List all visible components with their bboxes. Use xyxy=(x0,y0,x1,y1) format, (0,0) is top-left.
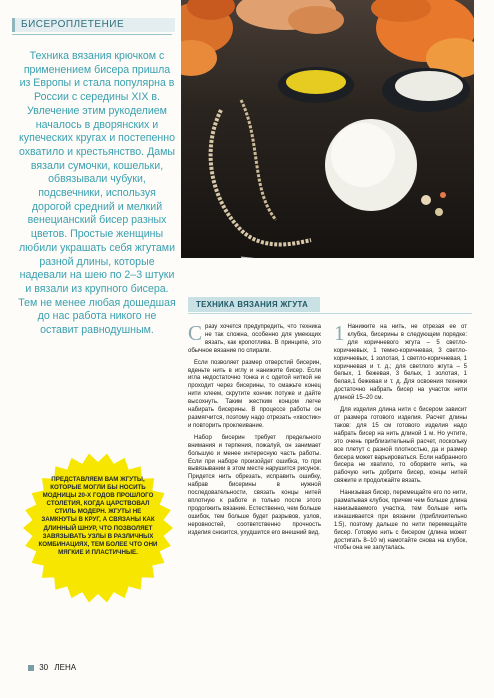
beadwork-photo xyxy=(181,0,474,258)
article-title: ТЕХНИКА ВЯЗАНИЯ ЖГУТА xyxy=(196,300,309,309)
sticker-callout xyxy=(22,452,174,604)
paragraph: 1 Нанижите на нить, не отрезая ее от клубка, бисерины в следующем порядке: для коричневого жгута – 5 светло-коричневых, 1 темно-коричневая, 3 светло-коричневых, 1 золотая, 1 светло-коричневая, 1 коричневая и т. д.; для светлого жгута – 5 белых, 1 бежевая, 3 белых, 1 золотая, 1 белая,1 бежевая и т. д. Для освоения техники достаточно набрать бисер на участок нити длиной 15–20 см. xyxy=(334,321,467,402)
flower-left xyxy=(181,0,235,76)
footer-square-icon xyxy=(28,665,34,671)
bead-strand-2 xyxy=(241,100,276,220)
article-column-1 xyxy=(188,321,321,542)
page-number: 30 xyxy=(39,663,49,672)
article-rule xyxy=(188,313,472,314)
bead-strand xyxy=(211,110,311,244)
intro-text: Техника вязания крючком с применением бисера пришла из Европы и стала популярна в России с середины XIX в. Увлечение этим рукоделием началось в дворянских и купеческих кругах и постепенно охватило и крестьянство. Дамы вязали сумочки, кошельки, обвязывали чубуки, подсвечники, используя дорогой средний и мелкий венецианский бисер разных цветов. Простые женщины любили украшать себя жгутами разной длины, которые надевали на шею по 2–3 штуки и вязали из крупного бисера. Тем не менее любая дошедшая до нас работа никого не оставит равнодушным. xyxy=(18,50,176,337)
section-header xyxy=(12,18,175,32)
magazine-name: ЛЕНА xyxy=(54,663,77,672)
flower-right xyxy=(371,0,474,78)
flower-top xyxy=(236,0,344,34)
dropcap: С xyxy=(188,321,203,345)
section-header-label: БИСЕРОПЛЕТЕНИЕ xyxy=(21,19,125,30)
photo-illustration xyxy=(181,0,474,258)
gold-beads xyxy=(286,70,346,94)
dropcap-number: 1 xyxy=(334,321,345,345)
paragraph: Нанизывая бисер, перемещайте его по нити, разматывая клубок, причем чем больше длина нанизываемого участка, тем больше нить изнашивается при вязании (приблизительно 1:5), поэтому дальше по нити перемещайте бисер. Готовую нить с бисером (длина может достигать 8–10 м) намотайте снова на клубок, чтобы она не запуталась. xyxy=(334,490,467,552)
sticker-text: ПРЕДСТАВЛЯЕМ ВАМ ЖГУТЫ, КОТОРЫЕ МОГЛИ БЫ НОСИТЬ МОДНИЦЫ 20-Х ГОДОВ ПРОШЛОГО СТОЛЕТИЯ, КОГДА ЦАРСТВОВАЛ СТИЛЬ МОДЕРН. ЖГУТЫ НЕ ЗАМКНУТЫ В КРУГ, А СВЯЗАНЫ КАК ДЛИННЫЙ ШНУР, ЧТО ПОЗВОЛЯЕТ ЗАВЯЗЫВАТЬ УЗЛЫ В РАЗЛИЧНЫХ КОМБИНАЦИЯХ, ТЕМ БОЛЕЕ ЧТО ОНИ МЯГКИЕ И ПЛАСТИЧНЫЕ. xyxy=(38,476,158,556)
paragraph: Для изделия длина нити с бисером зависит от размера готового изделия. Расчет длины таков: для 15 см готового изделия надо набрать бисер на нить длиной 1 м. Но учтите, это очень приблизительный расчет, поскольку все плетут с разной плотностью, да и размер бисера может варьироваться. Если набранного бисера не хватило, то оборвите нить, на рабочую нить добрите бисер, концы нитей свяжите и продолжайте вязать. xyxy=(334,407,467,485)
article-title-bar xyxy=(188,297,320,312)
paragraph: Набор бисерин требует предельного внимания и терпения, пожалуй, он занимает большую и менее интересную часть работы. Если при наборе произойдет ошибка, то при вывязывании в этом месте нарушится рисунок. Придется нить обрезать, исправить ошибку, набрав бисерины в нужной последовательности, связать концы нитей вплотную к работе и только после этого продолжить вязание. Естественно, чем больше ошибок, тем больше будет разрывов, узлов, неровностей, соответственно прочность изделия снизится, ухудшится его внешний вид. xyxy=(188,434,321,536)
article-column-2 xyxy=(334,321,467,557)
paragraph: Сразу хочется предупредить, что техника не так сложна, особенно для умеющих вязать, как кропотлива. В принципе, это обычное вязание по спирали. xyxy=(188,321,321,354)
header-rule xyxy=(12,34,172,35)
page-footer xyxy=(28,662,80,674)
white-beads xyxy=(395,71,463,101)
paragraph: Если позволяет размер отверстий бисерин, вденьте нить в иглу и нанижите бисер. Если игла недостаточно тонка и с одетой ниткой не проходит через бисерины, то смажьте конец нити клеем, скрутите кончик потуже и дайте высохнуть. Таким жестким концом легче набирать бисерины. В процессе работы он размягчится, поэтому надо отрезать «хвостик» и повторить проклеивание. xyxy=(188,359,321,429)
